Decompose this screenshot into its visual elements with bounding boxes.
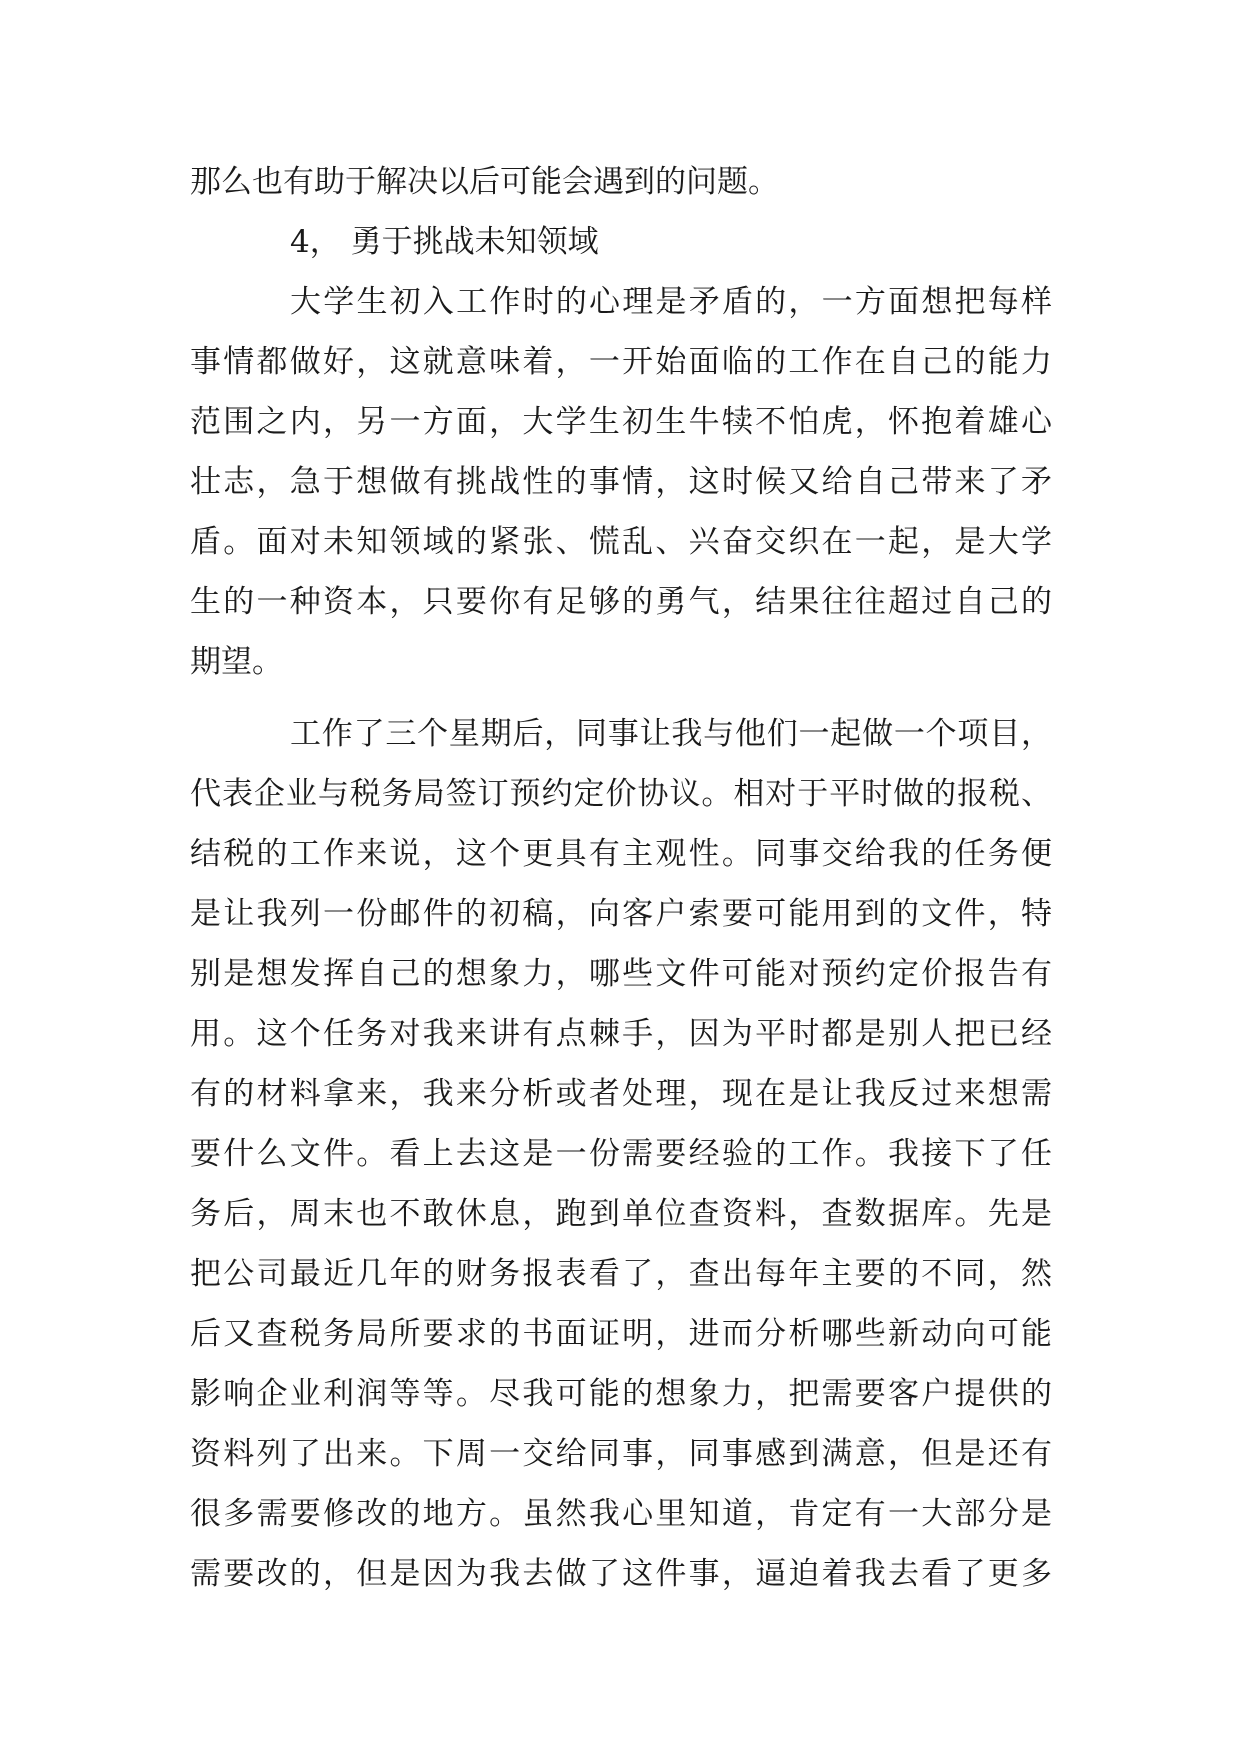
text-line: 期望。 bbox=[190, 644, 283, 680]
text-line: 范围之内，另一方面，大学生初生牛犊不怕虎，怀抱着雄心 bbox=[190, 404, 1052, 440]
paragraph-first-line: 大学生初入工作时的心理是矛盾的，一方面想把每样 bbox=[290, 284, 1052, 320]
text-line: 务后，周末也不敢休息，跑到单位查资料，查数据库。先是 bbox=[190, 1196, 1052, 1232]
text-line: 很多需要修改的地方。虽然我心里知道，肯定有一大部分是 bbox=[190, 1496, 1052, 1532]
section-heading: 4， 勇于挑战未知领域 bbox=[290, 224, 599, 260]
text-line: 影响企业利润等等。尽我可能的想象力，把需要客户提供的 bbox=[190, 1376, 1052, 1412]
text-line: 把公司最近几年的财务报表看了，查出每年主要的不同，然 bbox=[190, 1256, 1052, 1292]
text-line: 用。这个任务对我来讲有点棘手，因为平时都是别人把已经 bbox=[190, 1016, 1052, 1052]
text-line: 那么也有助于解决以后可能会遇到的问题。 bbox=[190, 164, 779, 200]
text-line: 壮志，急于想做有挑战性的事情，这时候又给自己带来了矛 bbox=[190, 464, 1052, 500]
paragraph-first-line: 工作了三个星期后，同事让我与他们一起做一个项目， bbox=[290, 716, 1052, 752]
body-text bbox=[190, 152, 1052, 1604]
text-line: 代表企业与税务局签订预约定价协议。相对于平时做的报税、 bbox=[190, 776, 1052, 812]
text-line: 盾。面对未知领域的紧张、慌乱、兴奋交织在一起，是大学 bbox=[190, 524, 1052, 560]
text-line: 别是想发挥自己的想象力，哪些文件可能对预约定价报告有 bbox=[190, 956, 1052, 992]
text-line: 资料列了出来。下周一交给同事，同事感到满意，但是还有 bbox=[190, 1436, 1052, 1472]
text-line: 事情都做好，这就意味着，一开始面临的工作在自己的能力 bbox=[190, 344, 1052, 380]
text-line: 要什么文件。看上去这是一份需要经验的工作。我接下了任 bbox=[190, 1136, 1052, 1172]
text-line: 有的材料拿来，我来分析或者处理，现在是让我反过来想需 bbox=[190, 1076, 1052, 1112]
text-line: 需要改的，但是因为我去做了这件事，逼迫着我去看了更多 bbox=[190, 1556, 1052, 1592]
text-line: 生的一种资本，只要你有足够的勇气，结果往往超过自己的 bbox=[190, 584, 1052, 620]
text-line: 是让我列一份邮件的初稿，向客户索要可能用到的文件，特 bbox=[190, 896, 1052, 932]
text-line: 结税的工作来说，这个更具有主观性。同事交给我的任务便 bbox=[190, 836, 1052, 872]
text-line: 后又查税务局所要求的书面证明，进而分析哪些新动向可能 bbox=[190, 1316, 1052, 1352]
